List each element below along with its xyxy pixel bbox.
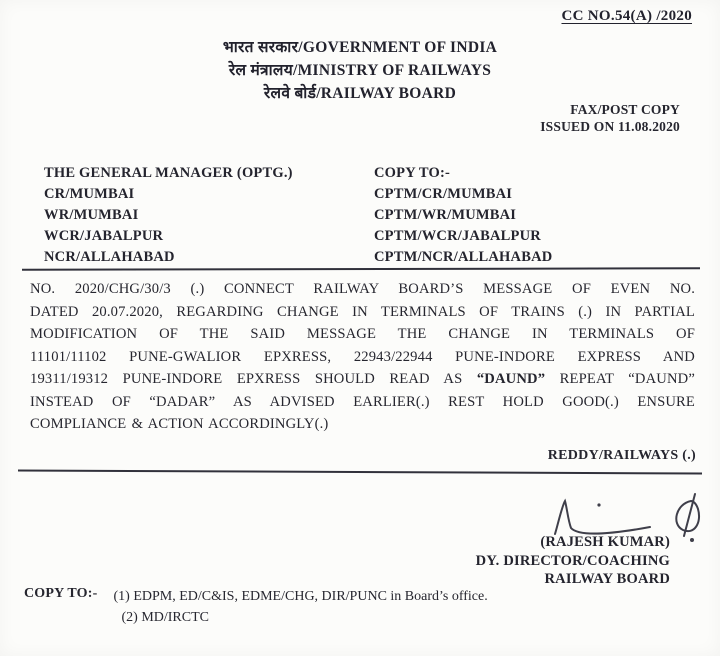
- footer-copy-to-label: COPY TO:-: [24, 586, 98, 601]
- letterhead: [0, 36, 720, 105]
- addressee-wr-mumbai: WR/MUMBAI: [44, 207, 139, 223]
- signatory-block: [476, 533, 670, 589]
- body-line-2: DATED 20.07.2020, REGARDING CHANGE IN TERMINALS OF TRAINS (.) IN PARTIAL: [30, 303, 695, 320]
- body-line-4: 11101/11102 PUNE-GWALIOR EPXRESS, 22943/22944 PUNE-INDORE EXPRESS AND: [30, 348, 695, 365]
- sign-off-reddy-railways: REDDY/RAILWAYS (.): [547, 448, 696, 463]
- footer-item-1: (1) EDPM, ED/C&IS, EDME/CHG, DIR/PUNC in Board’s office.: [113, 589, 488, 604]
- footer-item-2: (2) MD/IRCTC: [121, 610, 209, 625]
- copy-cptm-cr-mumbai: CPTM/CR/MUMBAI: [374, 186, 513, 202]
- issue-block: [540, 101, 680, 135]
- copy-cptm-wr-mumbai: CPTM/WR/MUMBAI: [374, 207, 517, 223]
- signatory-name: (RAJESH KUMAR): [540, 534, 670, 550]
- body-line-5-prefix: 19311/19312 PUNE-INDORE EPXRESS SHOULD READ AS: [30, 371, 477, 387]
- signatory-designation: DY. DIRECTOR/COACHING: [475, 552, 670, 569]
- letterhead-board-line: रेलवे बोर्ड/RAILWAY BOARD: [263, 85, 457, 102]
- copy-to-heading: COPY TO:-: [374, 165, 451, 181]
- body-line-6: INSTEAD OF “DADAR” AS ADVISED EARLIER(.) REST HOLD GOOD(.) ENSURE: [30, 393, 695, 410]
- body-line-5-suffix: REPEAT “DAUND”: [545, 371, 696, 387]
- letterhead-ministry-line: रेल मंत्रालय/MINISTRY OF RAILWAYS: [228, 62, 492, 79]
- copy-cptm-wcr-jabalpur: CPTM/WCR/JABALPUR: [374, 228, 541, 244]
- footer-copy-to: [24, 586, 488, 628]
- body-line-1: NO. 2020/CHG/30/3 (.) CONNECT RAILWAY BOARD’S MESSAGE OF EVEN NO.: [30, 281, 695, 297]
- body-line-5: [30, 368, 695, 391]
- addressee-cr-mumbai: CR/MUMBAI: [44, 186, 135, 202]
- copy-cptm-ncr-allahabad: CPTM/NCR/ALLAHABAD: [374, 249, 553, 265]
- letterhead-government-line: भारत सरकार/GOVERNMENT OF INDIA: [222, 39, 498, 56]
- separator-line-top: [22, 267, 700, 270]
- message-body: [30, 278, 695, 436]
- cc-number: CC NO.54(A) /2020: [561, 8, 692, 24]
- body-line-7: COMPLIANCE & ACTION ACCORDINGLY(.): [30, 416, 329, 432]
- copy-to-list-right: [374, 163, 552, 268]
- signatory-organisation: RAILWAY BOARD: [544, 571, 670, 587]
- separator-line-bottom: [18, 470, 702, 475]
- addressee-list-left: [44, 163, 293, 268]
- fax-post-copy-label: FAX/POST COPY: [570, 102, 680, 117]
- daund-bold-text: “DAUND”: [476, 371, 546, 387]
- addressee-ncr-allahabad: NCR/ALLAHABAD: [44, 249, 175, 265]
- addressee-gm-optg: THE GENERAL MANAGER (OPTG.): [44, 165, 293, 181]
- issued-on-date: ISSUED ON 11.08.2020: [540, 119, 680, 134]
- footer-copy-to-items: [114, 586, 488, 628]
- body-line-3: MODIFICATION OF THE SAID MESSAGE THE CHANGE IN TERMINALS OF: [30, 326, 695, 342]
- addressee-wcr-jabalpur: WCR/JABALPUR: [44, 228, 164, 244]
